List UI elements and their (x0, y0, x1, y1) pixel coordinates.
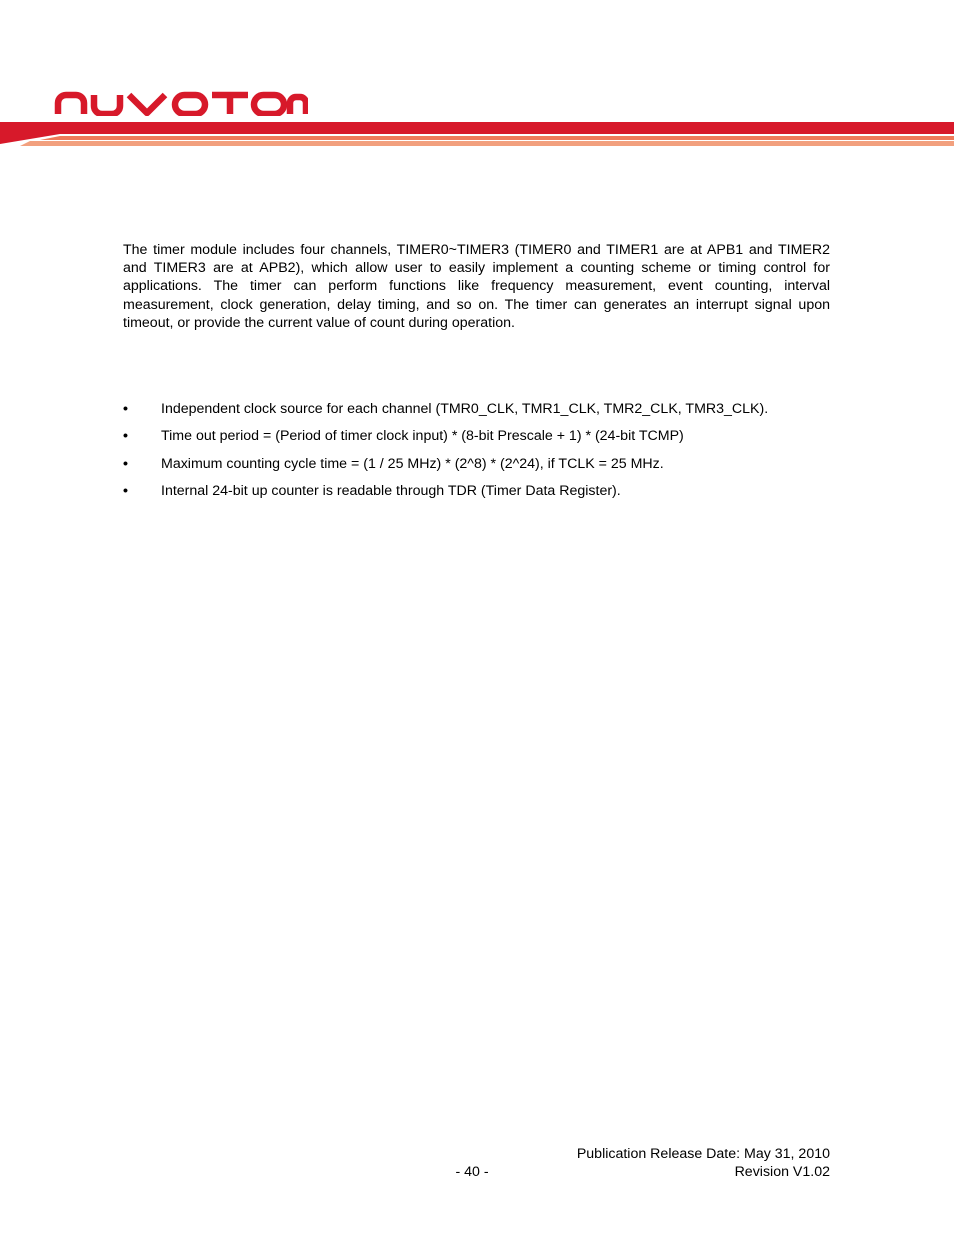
feature-item-text: Time out period = (Period of timer clock input) * (8-bit Prescale + 1) * (24-bit TCMP) (161, 428, 684, 445)
revision-label: Revision V1.02 (734, 1164, 830, 1180)
publication-date: Publication Release Date: May 31, 2010 (576, 1146, 830, 1162)
list-item (123, 455, 843, 482)
timer-features-list (123, 400, 843, 509)
list-item (123, 482, 843, 509)
bullet-icon: • (123, 455, 128, 472)
page-number: - 40 - (455, 1164, 489, 1180)
list-item (123, 400, 843, 427)
list-item (123, 427, 843, 454)
header-swoosh-band (0, 118, 954, 148)
bullet-icon: • (123, 401, 128, 417)
bullet-icon: • (123, 482, 128, 499)
nuvoton-logo (54, 90, 308, 116)
feature-item-text: Maximum counting cycle time = (1 / 25 MHz) * (2^8) * (2^24), if TCLK = 25 MHz. (161, 455, 664, 472)
footer-publication-info (577, 1145, 830, 1181)
feature-item-text: Independent clock source for each channel (TMR0_CLK, TMR1_CLK, TMR2_CLK, TMR3_CLK). (161, 401, 769, 417)
feature-item-text: Internal 24-bit up counter is readable through TDR (Timer Data Register). (161, 482, 621, 499)
bullet-icon: • (123, 428, 128, 445)
timer-intro-paragraph: The timer module includes four channels, TIMER0~TIMER3 (TIMER0 and TIMER1 are at APB1 and TIMER2 and TIMER3 are at APB2), which allow user to easily implement a counting scheme or timing control for applications. The timer can perform functions like frequency measurement, event counting, interval measurement, clock generation, delay timing, and so on. The timer can generates an interrupt signal upon timeout, or provide the current value of count during operation. (123, 242, 830, 331)
page-header (0, 0, 954, 160)
